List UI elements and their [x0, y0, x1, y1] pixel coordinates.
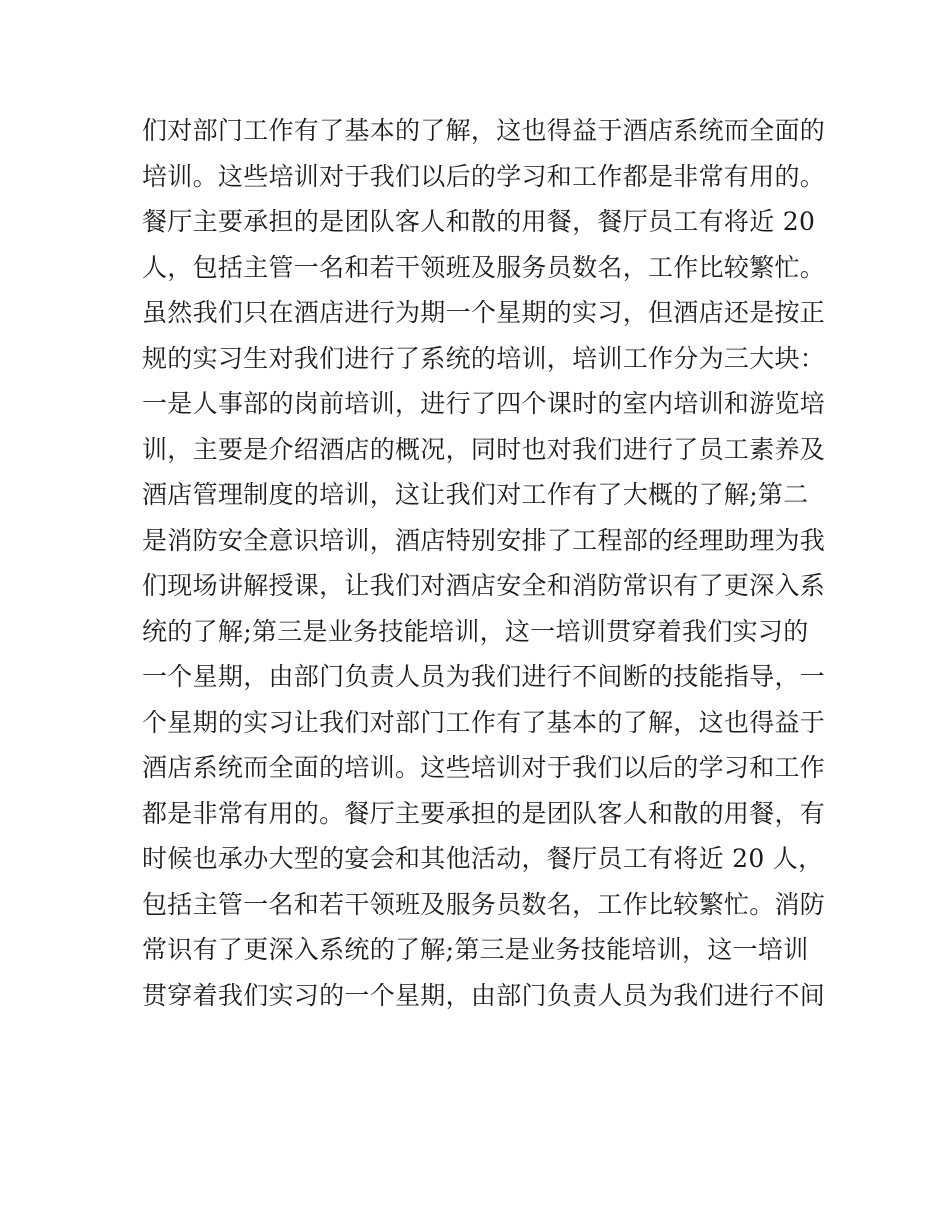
text-line: 包括主管一名和若干领班及服务员数名，工作比较繁忙。消防 — [142, 889, 826, 919]
text-line: 训，主要是介绍酒店的概况，同时也对我们进行了员工素养及 — [142, 434, 826, 464]
text-line: 们现场讲解授课，让我们对酒店安全和消防常识有了更深入系 — [142, 571, 826, 600]
text-line: 一是人事部的岗前培训，进行了四个课时的室内培训和游览培 — [142, 389, 826, 418]
text-line: 时候也承办大型的宴会和其他活动，餐厅员工有将近 20 人， — [142, 844, 824, 873]
text-line: 餐厅主要承担的是团队客人和散的用餐，餐厅员工有将近 20 — [142, 207, 816, 236]
body-text — [142, 108, 826, 1018]
text-line: 都是非常有用的。餐厅主要承担的是团队客人和散的用餐，有 — [142, 798, 826, 828]
text-line: 统的了解;第三是业务技能培训，这一培训贯穿着我们实习的 — [142, 616, 809, 646]
text-line: 一个星期，由部门负责人员为我们进行不间断的技能指导，一 — [142, 662, 826, 691]
text-line: 规的实习生对我们进行了系统的培训，培训工作分为三大块： — [142, 343, 826, 373]
text-line: 常识有了更深入系统的了解;第三是业务技能培训，这一培训 — [142, 935, 809, 964]
text-line: 是消防安全意识培训，酒店特别安排了工程部的经理助理为我 — [142, 525, 826, 555]
text-line: 酒店系统而全面的培训。这些培训对于我们以后的学习和工作 — [142, 753, 826, 782]
text-line: 培训。这些培训对于我们以后的学习和工作都是非常有用的。 — [142, 161, 826, 191]
text-line: 贯穿着我们实习的一个星期，由部门负责人员为我们进行不间 — [142, 980, 826, 1010]
text-line: 虽然我们只在酒店进行为期一个星期的实习，但酒店还是按正 — [142, 298, 826, 327]
text-line: 酒店管理制度的培训，这让我们对工作有了大概的了解;第二 — [142, 480, 809, 509]
text-line: 们对部门工作有了基本的了解，这也得益于酒店系统而全面的 — [142, 116, 826, 145]
text-line: 个星期的实习让我们对部门工作有了基本的了解，这也得益于 — [142, 707, 826, 737]
text-line: 人，包括主管一名和若干领班及服务员数名，工作比较繁忙。 — [142, 252, 826, 282]
